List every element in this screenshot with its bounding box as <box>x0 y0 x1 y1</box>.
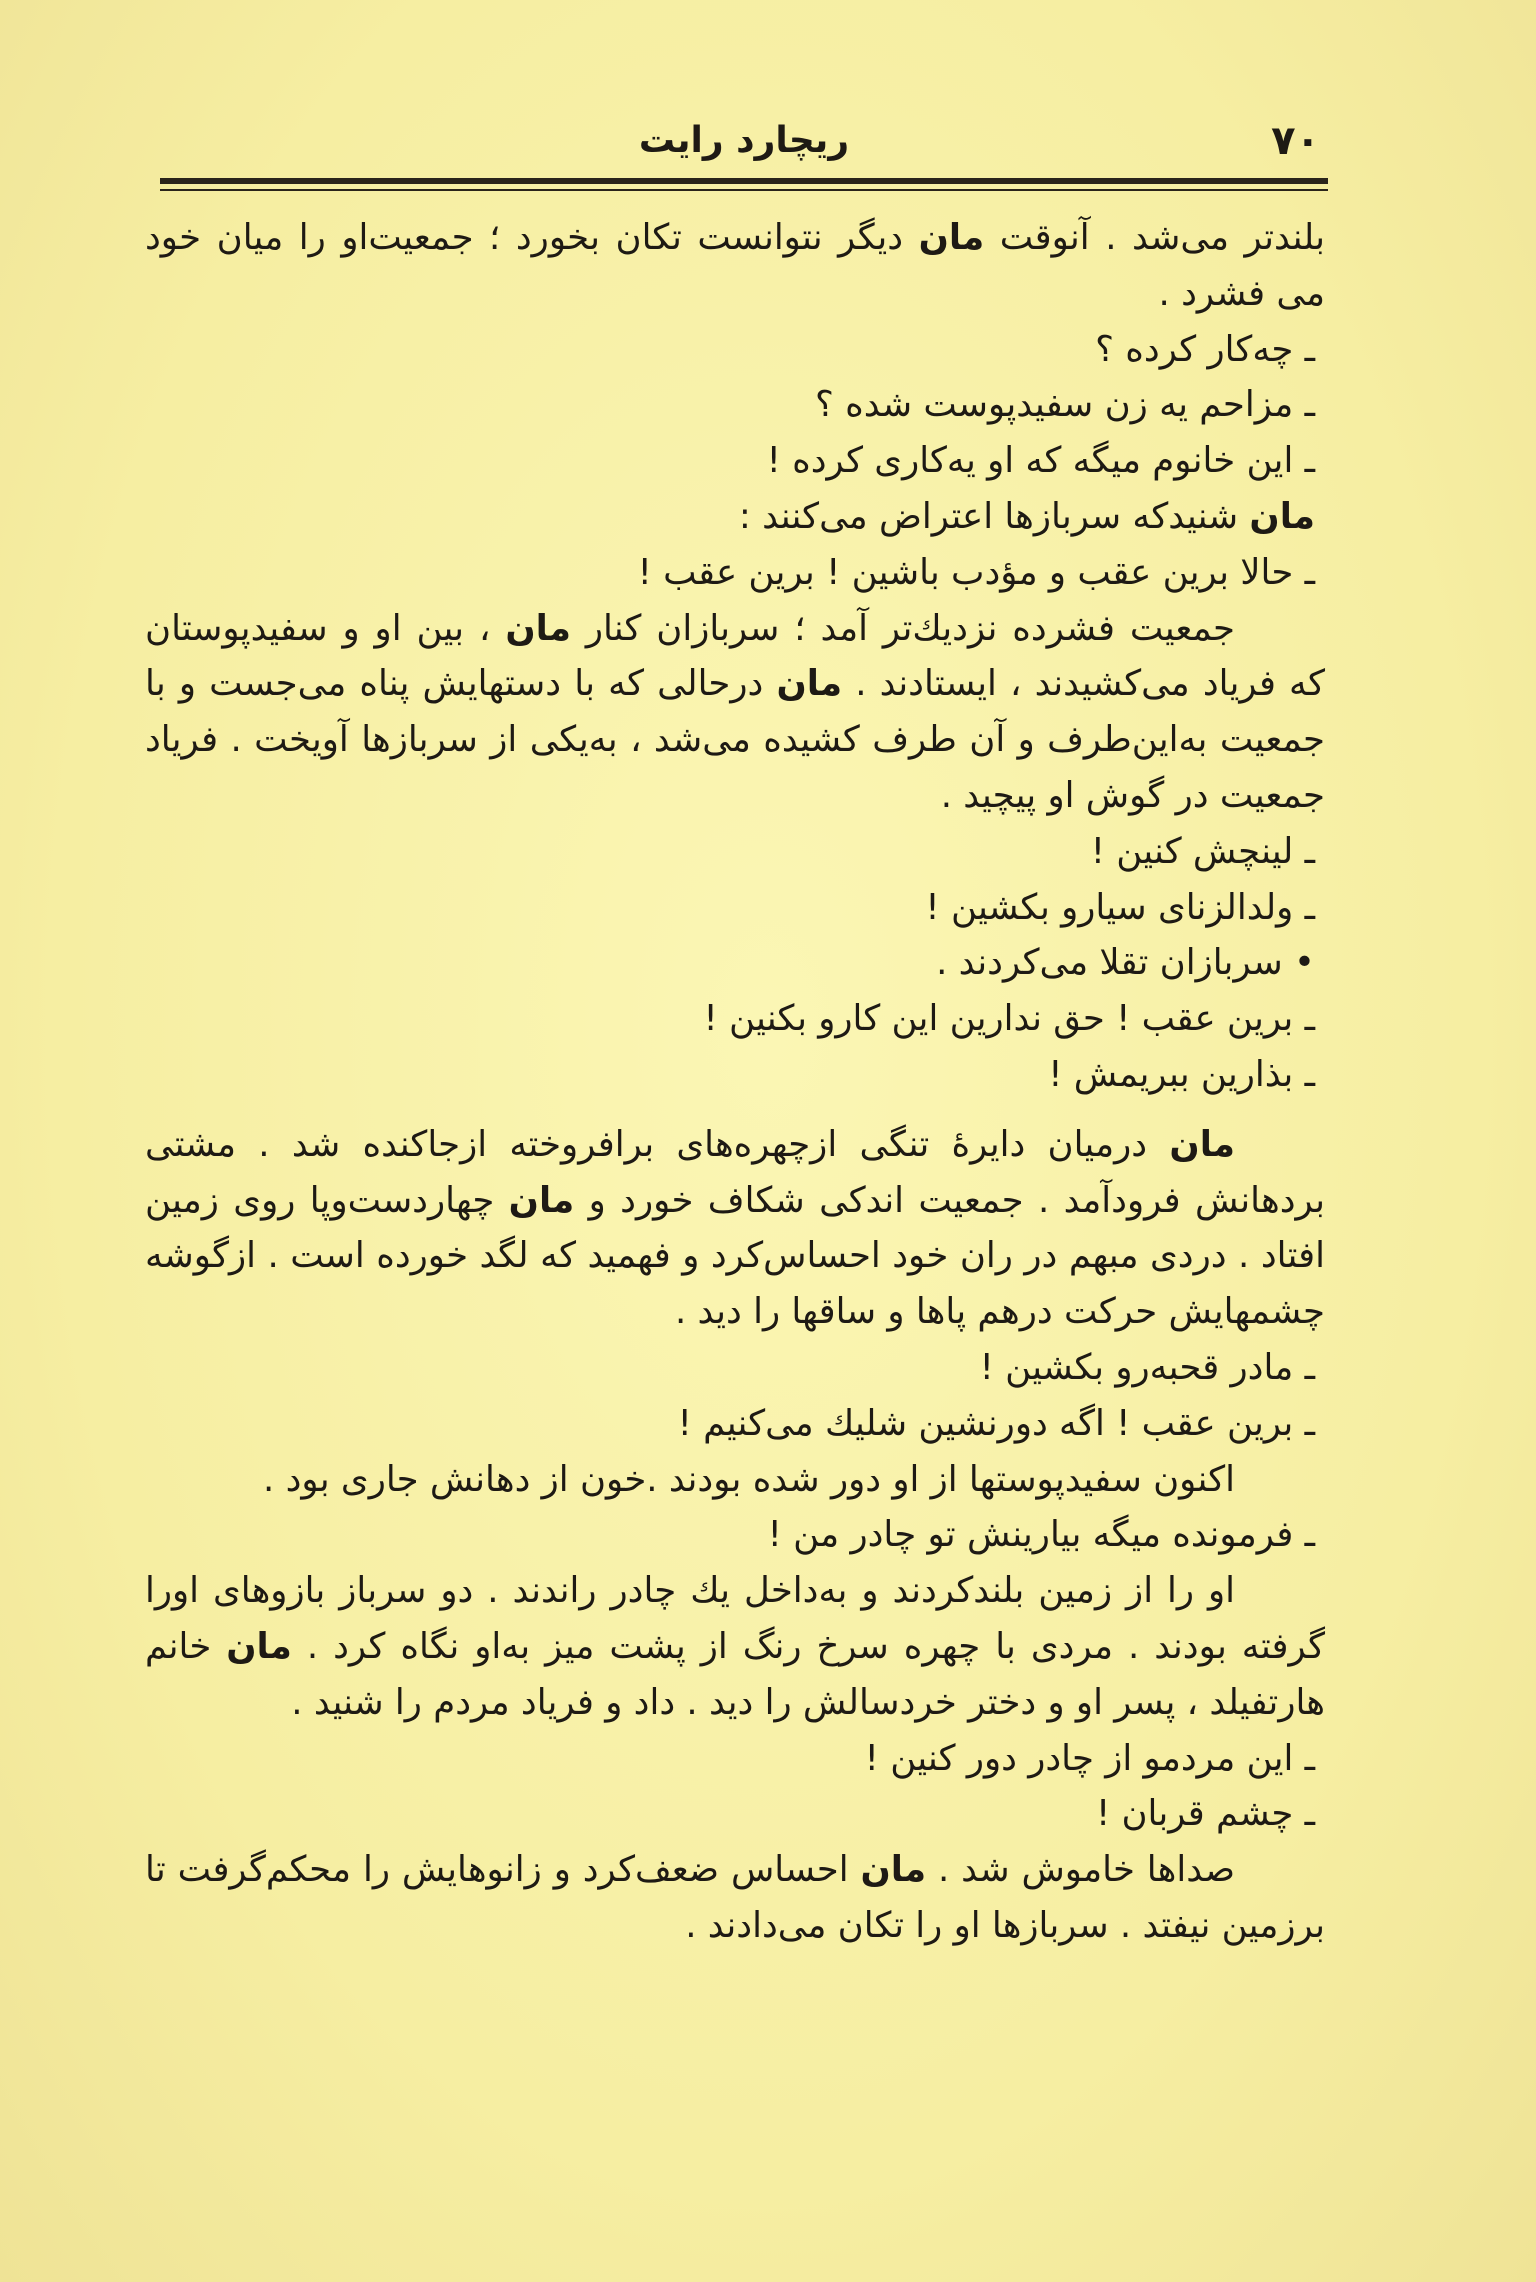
character-name: مان <box>226 1625 292 1667</box>
paragraph: بلندتر می‌شد . آنوقت مان دیگر نتوانست تکان بخورد ؛ جمعیت‌او را میان خود می فشرد . <box>145 217 1325 314</box>
dialogue-line: ـ چشم قربان ! <box>1095 1793 1315 1835</box>
character-name: مان <box>1249 495 1315 537</box>
running-head: ریچارد رایت <box>638 120 850 161</box>
dialogue-line: ـ برین عقب ! اگه دورنشین شلیك می‌کنیم ! <box>677 1402 1315 1444</box>
character-name: مان <box>1169 1123 1235 1165</box>
dialogue-line: ـ فرمونده میگه بیارینش تو چادر من ! <box>767 1514 1315 1556</box>
header-rule <box>160 178 1328 184</box>
dialogue-line: ـ مادر قحبه‌رو بکشین ! <box>979 1346 1315 1388</box>
narration-line: مان شنیدکه سربازها اعتراض می‌کنند : <box>738 495 1315 537</box>
dialogue-line: ـ بذارین ببریمش ! <box>1048 1053 1315 1095</box>
character-name: مان <box>776 663 843 705</box>
header-rule-thin <box>160 189 1328 191</box>
dialogue-line: ـ حالا برین عقب و مؤدب باشین ! برین عقب ! <box>637 551 1315 593</box>
body-text <box>145 210 1325 1954</box>
character-name: مان <box>508 1179 575 1221</box>
paragraph: مان درمیان دایرهٔ تنگی ازچهره‌های برافروخته ازجاکنده شد . مشتی بردهانش فرودآمد . جمعیت اندکی شکاف خورد و مان چهاردست‌وپا روی زمین افتاد . دردی مبهم در ران خود احساس‌کرد و فهمید که لگد خورده است . ازگوشه چشمهایش حرکت درهم پاها و ساقها را دید . <box>145 1123 1325 1333</box>
paragraph: جمعیت فشرده نزدیك‌تر آمد ؛ سربازان کنار مان ، بین او و سفیدپوستان که فریاد می‌کشیدند ، ایستادند . مان درحالی که با دستهایش پناه می‌جست و با جمعیت به‌این‌طرف و آن طرف کشیده می‌شد ، به‌یکی از سربازها آویخت . فریاد جمعیت در گوش او پیچید . <box>145 607 1325 816</box>
dialogue-line: ـ چه‌کار کرده ؟ <box>1095 328 1315 370</box>
page-number: ۷۰ <box>1271 118 1320 164</box>
paragraph: صداها خاموش شد . مان احساس ضعف‌کرد و زانوهایش را محکم‌گرفت تا برزمین نیفتد . سربازها او را تکان می‌دادند . <box>145 1849 1325 1946</box>
dialogue-line: ـ این خانوم میگه که او یه‌کاری کرده ! <box>766 440 1315 482</box>
character-name: مان <box>505 607 571 649</box>
paragraph: اکنون سفیدپوستها از او دور شده بودند .خون از دهانش جاری بود . <box>263 1458 1235 1500</box>
page-header <box>160 112 1328 172</box>
dialogue-line: ـ لینچش کنین ! <box>1090 830 1315 872</box>
dialogue-line: ـ این مردمو از چادر دور کنین ! <box>864 1737 1315 1779</box>
dialogue-line: ـ مزاحم یه زن سفیدپوست شده ؟ <box>815 384 1315 426</box>
paragraph: او را از زمین بلندکردند و به‌داخل یك چادر راندند . دو سرباز بازوهای اورا گرفته بودند . مردی با چهره سرخ رنگ از پشت میز به‌او نگاه کرد . مان خانم هارتفیلد ، پسر او و دختر خردسالش را دید . داد و فریاد مردم را شنید . <box>145 1570 1325 1723</box>
character-name: مان <box>918 217 985 258</box>
dialogue-line: ـ ولدالزنای سیارو بکشین ! <box>925 886 1315 928</box>
dialogue-line: ـ برین عقب ! حق ندارین این کارو بکنین ! <box>703 998 1315 1040</box>
character-name: مان <box>860 1849 927 1891</box>
narration-line: • سربازان تقلا می‌کردند . <box>936 942 1315 984</box>
